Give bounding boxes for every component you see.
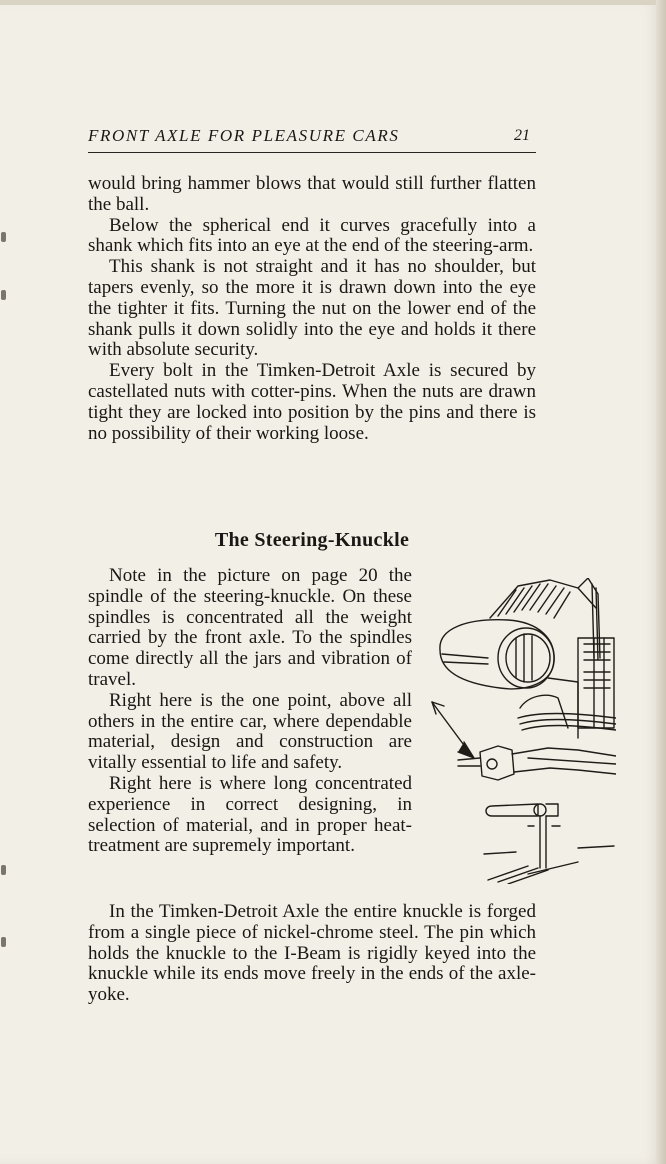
bottom-body-text	[88, 902, 536, 1006]
paragraph: would bring hammer blows that would still further flatten the ball.	[88, 173, 536, 215]
margin-mark	[1, 937, 6, 947]
section-heading: The Steering-Knuckle	[214, 529, 410, 551]
margin-mark	[1, 865, 6, 875]
paragraph: Every bolt in the Timken-Detroit Axle is secured by castellated nuts with cotter-pins. When the nuts are drawn tight they are locked into position by the pins and there is no possibility of their working loose.	[88, 360, 536, 444]
margin-mark	[1, 232, 6, 242]
steering-knuckle-illustration	[428, 578, 616, 884]
margin-mark	[1, 290, 6, 300]
page-top-edge	[0, 0, 666, 5]
paragraph: Right here is where long concentrated experience in correct designing, in selection of material, and in proper heat-treatment are supremely important.	[88, 772, 412, 857]
page-number: 21	[514, 127, 530, 144]
page-gutter-shadow	[656, 0, 666, 1164]
paragraph: This shank is not straight and it has no shoulder, but tapers evenly, so the more it is drawn down into the eye the tighter it fits. Turning the nut on the lower end of the shank pulls it down solidly into the eye and holds it there with absolute security.	[88, 256, 536, 361]
paragraph: Below the spherical end it curves gracefully into a shank which fits into an eye at the end of the steering-arm.	[88, 214, 536, 257]
top-body-text	[88, 174, 536, 444]
running-title: FRONT AXLE FOR PLEASURE CARS	[88, 126, 400, 145]
paragraph: Note in the picture on page 20 the spindle of the steering-knuckle. On these spindles is concentrated all the weight carried by the front axle. To the spindles come directly all the jars and vibration of travel.	[88, 565, 412, 690]
text-beside-figure	[88, 566, 412, 857]
paragraph: In the Timken-Detroit Axle the entire knuckle is forged from a single piece of nickel-chrome steel. The pin which holds the knuckle to the I-Beam is rigidly keyed into the knuckle while its ends move freely in the ends of the axle-yoke.	[88, 901, 536, 1006]
paragraph: Right here is the one point, above all others in the entire car, where dependable material, design and construction are vitally essential to life and safety.	[88, 689, 412, 774]
running-head	[88, 126, 536, 153]
